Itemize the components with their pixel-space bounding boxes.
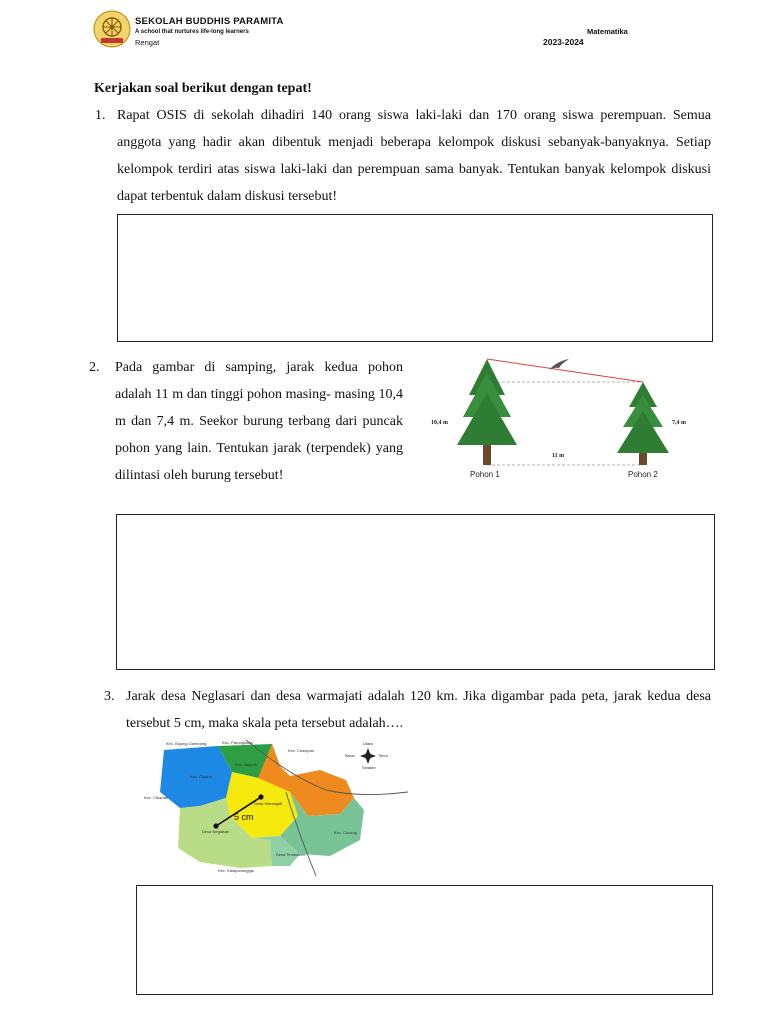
question-1-text: Rapat OSIS di sekolah dihadiri 140 orang siswa laki-laki dan 170 orang siswa perempuan. Semua anggota yang hadir akan dibentuk menjadi beberapa kelompok diskusi sebanyak-banyaknya. Setiap kelompok terdiri atas siswa laki-laki dan perempuan sama banyak. Tentukan banyak kelompok diskusi dapat terbentuk dalam diskusi tersebut! [117,108,711,204]
school-logo [93,10,131,48]
instruction-heading: Kerjakan soal berikut dengan tepat! [94,81,312,96]
tree-2-label: Pohon 2 [628,470,658,479]
tree-2-height-label: 7,4 m [672,420,686,426]
svg-text:Kec. Nagrak: Kec. Nagrak [235,762,258,767]
tree-distance-label: 11 m [552,453,565,459]
svg-text:Desa Warmajati: Desa Warmajati [254,801,283,806]
answer-box-3[interactable] [136,885,713,995]
svg-text:Timur: Timur [378,753,389,758]
trees-figure [425,355,693,483]
svg-text:Kec. Bojong Gambang: Kec. Bojong Gambang [166,741,207,746]
academic-year: 2023-2024 [543,37,584,47]
question-3-text: Jarak desa Neglasari dan desa warmajati adalah 120 km. Jika digambar pada peta, jarak kedua desa tersebut 5 cm, maka skala peta tersebut adalah…. [126,689,711,731]
svg-text:Desa Neglasari: Desa Neglasari [202,829,230,834]
school-city: Rengat [135,38,160,47]
compass-icon [345,741,389,770]
tree-1-icon [457,359,517,465]
svg-text:Desa Tembaseri: Desa Tembaseri [276,852,305,857]
svg-text:Kec. Kalapanunggal: Kec. Kalapanunggal [218,868,254,873]
question-2-text: Pada gambar di samping, jarak kedua pohon adalah 11 m dan tinggi pohon masing- masing 10,4 m dan 7,4 m. Seekor burung terbang dari puncak pohon yang lain. Tentukan jarak (terpendek) yang dilintasi oleh burung tersebut! [115,360,403,483]
question-3-number: 3. [104,689,115,704]
svg-text:Kec. Ciseupan: Kec. Ciseupan [288,748,315,753]
svg-text:Selatan: Selatan [362,765,376,770]
subject-label: Matematika [587,27,628,36]
answer-box-1[interactable] [117,214,713,342]
svg-text:Kec. Cidahu: Kec. Cidahu [190,774,212,779]
svg-text:Kec. Parungkuda: Kec. Parungkuda [222,740,253,745]
village-map [140,736,410,878]
school-name: SEKOLAH BUDDHIS PARAMITA [135,16,284,27]
svg-text:Kec. Cibadak: Kec. Cibadak [144,795,168,800]
question-1-number: 1. [95,108,106,123]
svg-text:Kec. Cicurug: Kec. Cicurug [334,830,357,835]
tree-1-label: Pohon 1 [470,470,500,479]
answer-box-2[interactable] [116,514,715,670]
question-2-number: 2. [89,360,100,375]
tree-1-height-label: 10,4 m [431,420,448,426]
tree-2-icon [617,382,669,465]
school-tagline: A school that nurtures life-long learners [135,29,249,35]
svg-text:Barat: Barat [345,753,355,758]
svg-text:Utara: Utara [363,741,373,746]
map-scale-label: 5 cm [234,812,254,822]
